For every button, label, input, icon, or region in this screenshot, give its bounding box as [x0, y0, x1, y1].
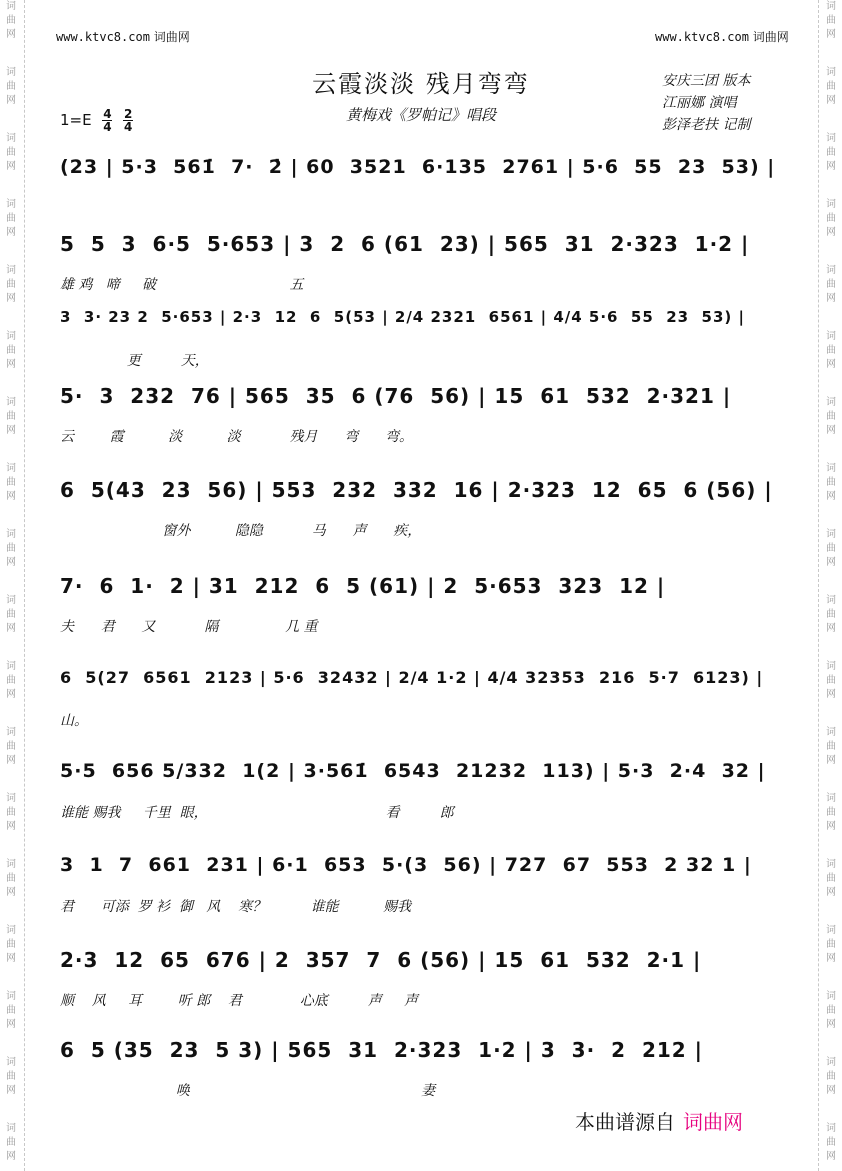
watermark-unit: [820, 924, 842, 966]
watermark-char: 网: [6, 425, 16, 436]
header-url-right[interactable]: www.ktvc8.com: [655, 30, 749, 44]
song-title: 云霞淡淡 残月弯弯: [312, 70, 530, 98]
watermark-char: 曲: [6, 1071, 16, 1082]
watermark-char: 曲: [826, 1071, 836, 1082]
score-system: [60, 752, 784, 832]
footer-brand[interactable]: 词曲网: [683, 1110, 743, 1134]
watermark-char: 网: [6, 29, 16, 40]
watermark-char: 曲: [6, 609, 16, 620]
watermark-char: 网: [6, 1019, 16, 1030]
notation-line: 5· 3 232 76 | 565 35 6 (76 56) | 15 61 532 2·321 |: [60, 384, 732, 408]
watermark-char: 词: [826, 463, 836, 474]
lyrics-line: 谁能 赐我 千里 眼， 看 郎: [60, 805, 454, 821]
key-signature: [60, 108, 133, 133]
footer-source: [575, 1106, 743, 1135]
watermark-char: 网: [6, 1085, 16, 1096]
watermark-char: 曲: [6, 213, 16, 224]
watermark-char: 曲: [826, 675, 836, 686]
notation-line: 5 5 3 6·5 5·653 | 3 2 6 (61 23) | 565 31 2·323 1·2 |: [60, 232, 750, 256]
watermark-unit: [0, 264, 22, 306]
watermark-char: 词: [6, 463, 16, 474]
watermark-char: 曲: [826, 741, 836, 752]
watermark-char: 曲: [826, 609, 836, 620]
watermark-unit: [0, 660, 22, 702]
key-label: 1=E: [60, 111, 92, 129]
watermark-char: 网: [826, 1085, 836, 1096]
watermark-unit: [0, 132, 22, 174]
lyrics-line: 更 天，: [60, 353, 209, 369]
watermark-char: 曲: [6, 345, 16, 356]
watermark-char: 网: [826, 95, 836, 106]
watermark-char: 曲: [826, 213, 836, 224]
score-system: [60, 470, 784, 550]
watermark-char: 网: [6, 227, 16, 238]
watermark-char: 词: [6, 925, 16, 936]
watermark-char: 网: [826, 953, 836, 964]
watermark-char: 网: [6, 161, 16, 172]
watermark-char: 网: [6, 821, 16, 832]
score-system: [60, 940, 784, 1020]
credit-transcriber: 彭泽老扶 记制: [662, 117, 751, 133]
watermark-char: 网: [826, 359, 836, 370]
watermark-char: 曲: [6, 741, 16, 752]
watermark-unit: [0, 594, 22, 636]
watermark-strip-left: [0, 0, 22, 1171]
watermark-unit: [0, 726, 22, 768]
score-system: [60, 148, 784, 228]
watermark-char: 网: [826, 425, 836, 436]
watermark-char: 词: [826, 1123, 836, 1134]
watermark-char: 曲: [826, 345, 836, 356]
watermark-unit: [820, 594, 842, 636]
watermark-char: 网: [826, 887, 836, 898]
watermark-char: 词: [6, 397, 16, 408]
watermark-char: 词: [826, 595, 836, 606]
watermark-char: 曲: [826, 1005, 836, 1016]
lyrics-line: 山。: [60, 713, 88, 729]
score-system: [60, 300, 784, 380]
watermark-char: 网: [6, 689, 16, 700]
watermark-char: 曲: [6, 81, 16, 92]
watermark-char: 网: [826, 161, 836, 172]
watermark-unit: [820, 0, 842, 42]
header-url[interactable]: www.ktvc8.com: [56, 30, 150, 44]
notation-line: (23 | 5·3 561̇ 7· 2̇ | 60 3521 6·135 2761 | 5·6 55 23 53) |: [60, 156, 776, 178]
header-site[interactable]: 词曲网: [153, 30, 190, 44]
watermark-char: 曲: [6, 675, 16, 686]
watermark-unit: [0, 990, 22, 1032]
watermark-char: 词: [826, 397, 836, 408]
notation-line: 5·5 656 5/332 1(2 | 3·561̇ 6543 21232 113) | 5·3 2·4 32 |: [60, 760, 766, 782]
watermark-unit: [0, 528, 22, 570]
watermark-char: 词: [6, 661, 16, 672]
song-subtitle: 黄梅戏《罗帕记》唱段: [345, 106, 496, 124]
watermark-char: 网: [826, 1019, 836, 1030]
margin-rule-right: [818, 0, 820, 1171]
watermark-char: 网: [6, 623, 16, 634]
time-signature-2-4: $\frac{2}{4}$: [123, 107, 133, 134]
notation-line: 3 3· 23 2 5·653 | 2·3 12 6 5(53 | 2/4 2321 6561 | 4/4 5·6 55 23 53) |: [60, 308, 745, 326]
watermark-char: 网: [6, 95, 16, 106]
watermark-char: 词: [6, 1123, 16, 1134]
watermark-char: 网: [826, 293, 836, 304]
watermark-unit: [820, 396, 842, 438]
lyrics-line: 唤 妻: [60, 1083, 436, 1099]
credits: [662, 70, 822, 136]
watermark-char: 曲: [6, 279, 16, 290]
notation-line: 6 5 (35 23 5 3) | 565 31 2·323 1·2 | 3 3· 2 212 |: [60, 1038, 703, 1062]
watermark-char: 网: [826, 755, 836, 766]
watermark-char: 网: [826, 557, 836, 568]
watermark-char: 词: [826, 661, 836, 672]
watermark-char: 曲: [6, 411, 16, 422]
watermark-char: 词: [826, 1, 836, 12]
watermark-char: 词: [826, 727, 836, 738]
notation-line: 6 5(43 23 56) | 553 232 332 16 | 2·323 12 65 6 (56) |: [60, 478, 773, 502]
watermark-unit: [820, 792, 842, 834]
watermark-char: 网: [826, 821, 836, 832]
watermark-unit: [820, 198, 842, 240]
lyrics-line: 窗外 隐隐 马 声 疾，: [60, 523, 422, 539]
watermark-char: 词: [826, 199, 836, 210]
watermark-unit: [0, 330, 22, 372]
watermark-unit: [820, 528, 842, 570]
watermark-char: 网: [6, 953, 16, 964]
watermark-char: 曲: [6, 147, 16, 158]
watermark-char: 词: [6, 133, 16, 144]
score-system: [60, 660, 784, 740]
notation-line: 6 5(27 6561 2123 | 5·6 32432 | 2/4 1·2 | 4/4 32353 216 5·7 6123) |: [60, 668, 764, 687]
watermark-unit: [0, 0, 22, 42]
credit-singer: 江丽娜 演唱: [662, 95, 737, 111]
score-system: [60, 224, 784, 304]
watermark-char: 曲: [6, 543, 16, 554]
watermark-char: 词: [826, 529, 836, 540]
header-source-left[interactable]: [56, 28, 190, 45]
watermark-char: 网: [826, 29, 836, 40]
score-system: [60, 846, 784, 926]
watermark-unit: [820, 990, 842, 1032]
watermark-char: 词: [6, 529, 16, 540]
watermark-unit: [820, 1056, 842, 1098]
watermark-char: 曲: [6, 1137, 16, 1148]
watermark-char: 词: [826, 859, 836, 870]
watermark-char: 曲: [6, 15, 16, 26]
watermark-char: 词: [826, 1057, 836, 1068]
watermark-char: 词: [6, 793, 16, 804]
lyrics-line: 顺 风 耳 听 郎 君 心底 声 声: [60, 993, 419, 1009]
watermark-char: 词: [6, 199, 16, 210]
margin-rule-left: [24, 0, 26, 1171]
watermark-unit: [0, 792, 22, 834]
watermark-char: 网: [826, 491, 836, 502]
watermark-char: 词: [826, 331, 836, 342]
watermark-unit: [0, 462, 22, 504]
watermark-char: 曲: [6, 1005, 16, 1016]
time-signature-4-4: $\frac{4}{4}$: [103, 107, 112, 134]
watermark-char: 词: [6, 595, 16, 606]
notation-line: 2·3 12 65 676 | 2 357 7 6 (56) | 15 61 532 2·1 |: [60, 948, 702, 972]
watermark-char: 曲: [826, 411, 836, 422]
watermark-char: 词: [826, 925, 836, 936]
watermark-char: 网: [826, 623, 836, 634]
watermark-char: 曲: [6, 807, 16, 818]
watermark-char: 曲: [826, 477, 836, 488]
watermark-char: 曲: [826, 1137, 836, 1148]
watermark-char: 曲: [826, 147, 836, 158]
watermark-unit: [820, 858, 842, 900]
watermark-char: 词: [826, 265, 836, 276]
footer-text: 本曲谱源自: [575, 1110, 675, 1134]
watermark-char: 网: [826, 689, 836, 700]
watermark-unit: [820, 264, 842, 306]
watermark-char: 曲: [826, 939, 836, 950]
watermark-char: 网: [6, 755, 16, 766]
watermark-unit: [820, 1122, 842, 1164]
watermark-char: 网: [6, 293, 16, 304]
watermark-unit: [0, 396, 22, 438]
header-site-right[interactable]: 词曲网: [752, 30, 789, 44]
watermark-char: 网: [6, 1151, 16, 1162]
lyrics-line: 雄 鸡 啼 破 五: [60, 277, 304, 293]
watermark-char: 词: [6, 1, 16, 12]
watermark-char: 曲: [826, 81, 836, 92]
watermark-char: 词: [826, 133, 836, 144]
watermark-char: 词: [6, 991, 16, 1002]
watermark-unit: [820, 660, 842, 702]
watermark-char: 词: [6, 67, 16, 78]
watermark-unit: [0, 1056, 22, 1098]
notation-line: 3 1 7 661 231 | 6·1 653 5·(3 56) | 727 67 553 2 32 1 |: [60, 854, 752, 876]
watermark-char: 词: [826, 991, 836, 1002]
watermark-unit: [0, 198, 22, 240]
watermark-char: 曲: [826, 15, 836, 26]
watermark-char: 词: [6, 859, 16, 870]
watermark-char: 网: [826, 1151, 836, 1162]
watermark-unit: [820, 726, 842, 768]
watermark-char: 词: [6, 331, 16, 342]
watermark-char: 词: [6, 727, 16, 738]
watermark-char: 词: [826, 793, 836, 804]
watermark-unit: [820, 462, 842, 504]
lyrics-line: 夫 君 又 隔 几 重: [60, 619, 318, 635]
watermark-char: 网: [826, 227, 836, 238]
watermark-unit: [0, 1122, 22, 1164]
watermark-char: 网: [6, 491, 16, 502]
watermark-char: 曲: [6, 873, 16, 884]
watermark-char: 词: [826, 67, 836, 78]
watermark-strip-right: [820, 0, 842, 1171]
credit-version: 安庆三团 版本: [662, 73, 751, 89]
watermark-char: 词: [6, 265, 16, 276]
score-system: [60, 1030, 784, 1110]
score-system: [60, 376, 784, 456]
watermark-char: 曲: [826, 807, 836, 818]
watermark-char: 网: [6, 359, 16, 370]
watermark-char: 网: [6, 887, 16, 898]
lyrics-line: 君 可添 罗 衫 御 风 寒？ 谁能 赐我: [60, 899, 412, 915]
lyrics-line: 云 霞 淡 淡 残月 弯 弯。: [60, 429, 413, 445]
watermark-char: 曲: [826, 873, 836, 884]
watermark-char: 曲: [6, 477, 16, 488]
watermark-char: 曲: [826, 279, 836, 290]
header-source-right[interactable]: [655, 28, 789, 45]
watermark-char: 曲: [6, 939, 16, 950]
notation-line: 7· 6 1· 2 | 31 212 6 5 (61) | 2 5·653 323 12 |: [60, 574, 666, 598]
watermark-unit: [0, 858, 22, 900]
watermark-char: 曲: [826, 543, 836, 554]
watermark-char: 词: [6, 1057, 16, 1068]
watermark-char: 网: [6, 557, 16, 568]
watermark-unit: [820, 132, 842, 174]
watermark-unit: [0, 924, 22, 966]
score-system: [60, 566, 784, 646]
watermark-unit: [820, 330, 842, 372]
